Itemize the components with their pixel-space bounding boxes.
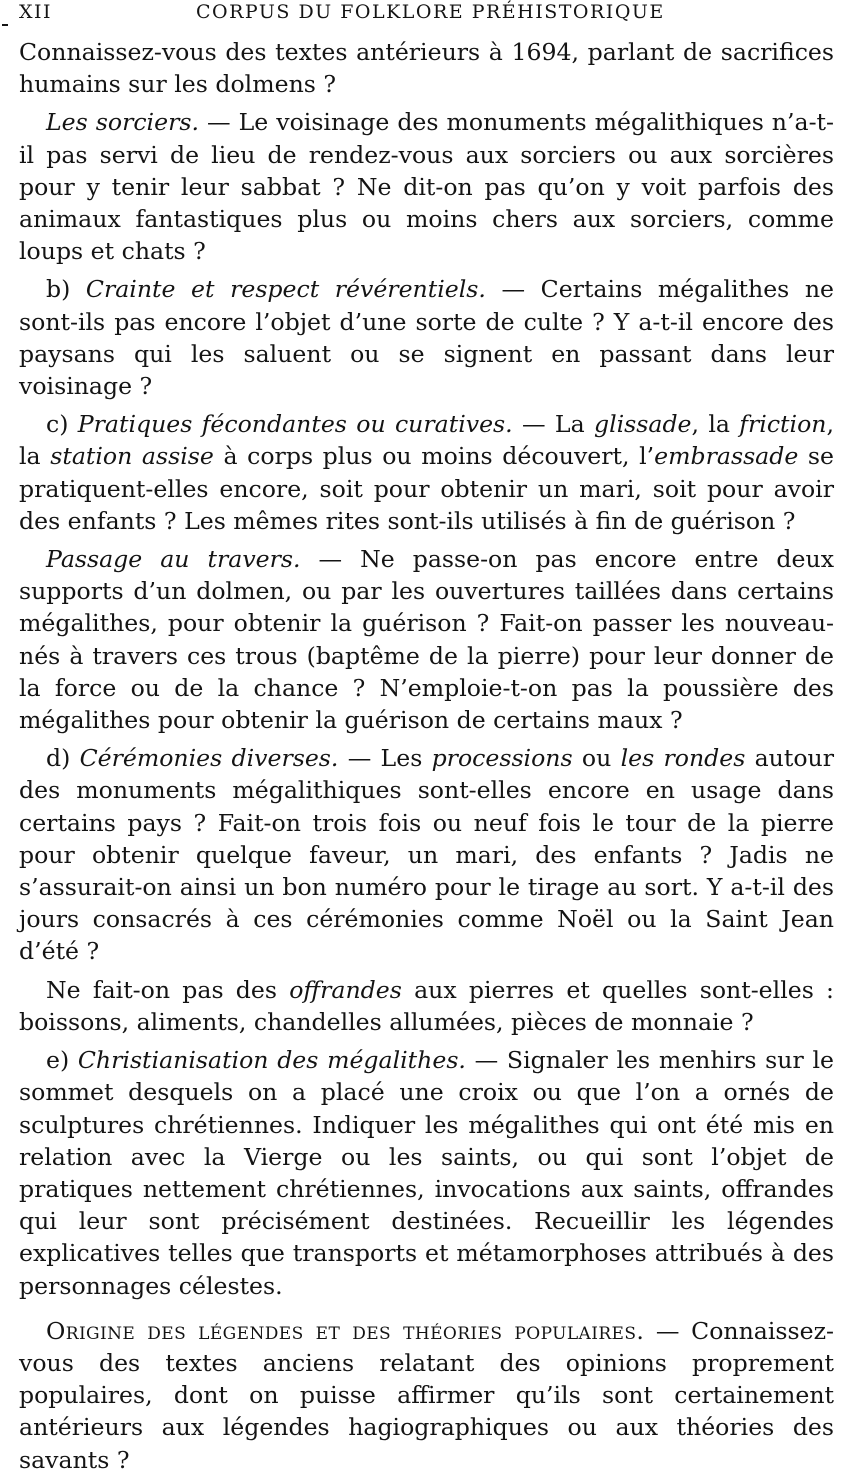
running-title: CORPUS DU FOLKLORE PRÉHISTORIQUE	[196, 1, 665, 23]
emphasis: offrandes	[289, 975, 402, 1004]
paragraph-christianisation	[19, 1044, 834, 1302]
section-heading: Christianisation des mégalithes.	[77, 1046, 466, 1075]
paragraph-text: Ne fait-on pas des	[46, 975, 290, 1004]
paragraph-text: — Ne passe-on pas encore entre deux supports d’un dolmen, ou par les ouvertures taillées dans certains mégalithes, pour obtenir la guérison ? Fait-on passer les nouveau-nés à travers ces trous (baptême de la pierre) pour leur donner de la force ou de la chance ? N’emploie-t-on pas la poussière des mégalithes pour obtenir la guérison de certains maux ?	[19, 545, 835, 735]
section-heading: Les sorciers.	[46, 108, 199, 137]
paragraph-text: — Les	[338, 744, 432, 773]
paragraph-text: — Le voisinage des monuments mégalithiques n’a-t-il pas servi de lieu de rendez-vous aux sorciers ou aux sorcières pour y tenir leur sabbat ? Ne dit-on pas qu’on y voit parfois des animaux fantastiques plus ou moins chers aux sorciers, comme loups et chats ?	[19, 108, 834, 266]
paragraph-sacrifices	[19, 36, 834, 100]
paragraph-text: , la	[19, 410, 834, 471]
page-number: XII	[19, 1, 53, 23]
section-heading: Origine des légendes et des théories populaires.	[46, 1316, 645, 1345]
paragraph-text: Connaissez-vous des textes antérieurs à 1694, parlant de sacrifices humains sur les dolmens ?	[19, 38, 834, 99]
section-heading: Crainte et respect révérentiels.	[85, 275, 486, 304]
paragraph-offrandes	[19, 974, 834, 1038]
emphasis: embrassade	[654, 442, 799, 471]
section-heading: Pratiques fécondantes ou curatives.	[77, 410, 513, 439]
emphasis: friction	[739, 410, 827, 439]
paragraph-text: se pratiquent-elles encore, soit pour obtenir un mari, soit pour avoir des enfants ? Les mêmes rites sont-ils utilisés à fin de guérison ?	[19, 442, 834, 535]
paragraph-text: aux pierres et quelles sont-elles : boissons, aliments, chandelles allumées, pièces de monnaie ?	[19, 975, 834, 1036]
paragraph-ceremonies	[19, 742, 834, 967]
paragraph-pratiques	[19, 408, 834, 537]
paragraph-text: — Certains mégalithes ne sont-ils pas encore l’objet d’une sorte de culte ? Y a-t-il encore des paysans qui les saluent ou se signent en passant dans leur voisinage ?	[19, 275, 834, 401]
paragraph-text: — Signaler les menhirs sur le sommet desquels on a placé une croix ou que l’on a ornés de sculptures chrétiennes. Indiquer les mégalithes qui ont été mis en relation avec la Vierge ou les saints, ou qui sont l’objet de pratiques nettement chrétiennes, invocations aux saints, offrandes qui leur sont précisément destinées. Recueillir les légendes explicatives telles que transports et métamorphoses attribués à des personnages célestes.	[19, 1046, 834, 1300]
section-heading: Passage au travers.	[46, 545, 301, 574]
paragraph-text: — Connaissez-vous des textes anciens relatant des opinions proprement populaires, dont on puisse affirmer qu’ils sont certainement antérieurs aux légendes hagiographiques ou aux théories des savants ?	[19, 1316, 834, 1474]
emphasis: les rondes	[620, 744, 746, 773]
running-header	[19, 0, 834, 28]
page	[19, 0, 835, 1474]
section-letter: e)	[46, 1046, 78, 1075]
emphasis: station assise	[50, 442, 214, 471]
paragraph-text: autour des monuments mégalithiques sont-elles encore en usage dans certains pays ? Fait-on trois fois ou neuf fois le tour de la pierre pour obtenir quelque faveur, un mari, des enfants ? Jadis ne s’assurait-on ainsi un bon numéro pour le tirage au sort. Y a-t-il des jours consacrés à ces cérémonies comme Noël ou la Saint Jean d’été ?	[19, 744, 835, 966]
paragraph-crainte	[19, 273, 834, 402]
margin-mark	[2, 24, 8, 26]
section-letter: d)	[46, 744, 80, 773]
section-letter: b)	[46, 275, 86, 304]
paragraph-passage	[19, 543, 834, 736]
emphasis: glissade	[593, 410, 692, 439]
paragraph-text: — La	[512, 410, 594, 439]
paragraph-origine	[19, 1315, 834, 1476]
paragraph-sorciers	[19, 106, 834, 267]
section-heading: Cérémonies diverses.	[79, 744, 339, 773]
emphasis: processions	[431, 744, 573, 773]
section-letter: c)	[46, 410, 78, 439]
body-text	[19, 36, 834, 1476]
paragraph-text: à corps plus ou moins découvert, l’	[213, 442, 655, 471]
paragraph-text: ou	[572, 744, 621, 773]
paragraph-text: , la	[691, 410, 740, 439]
